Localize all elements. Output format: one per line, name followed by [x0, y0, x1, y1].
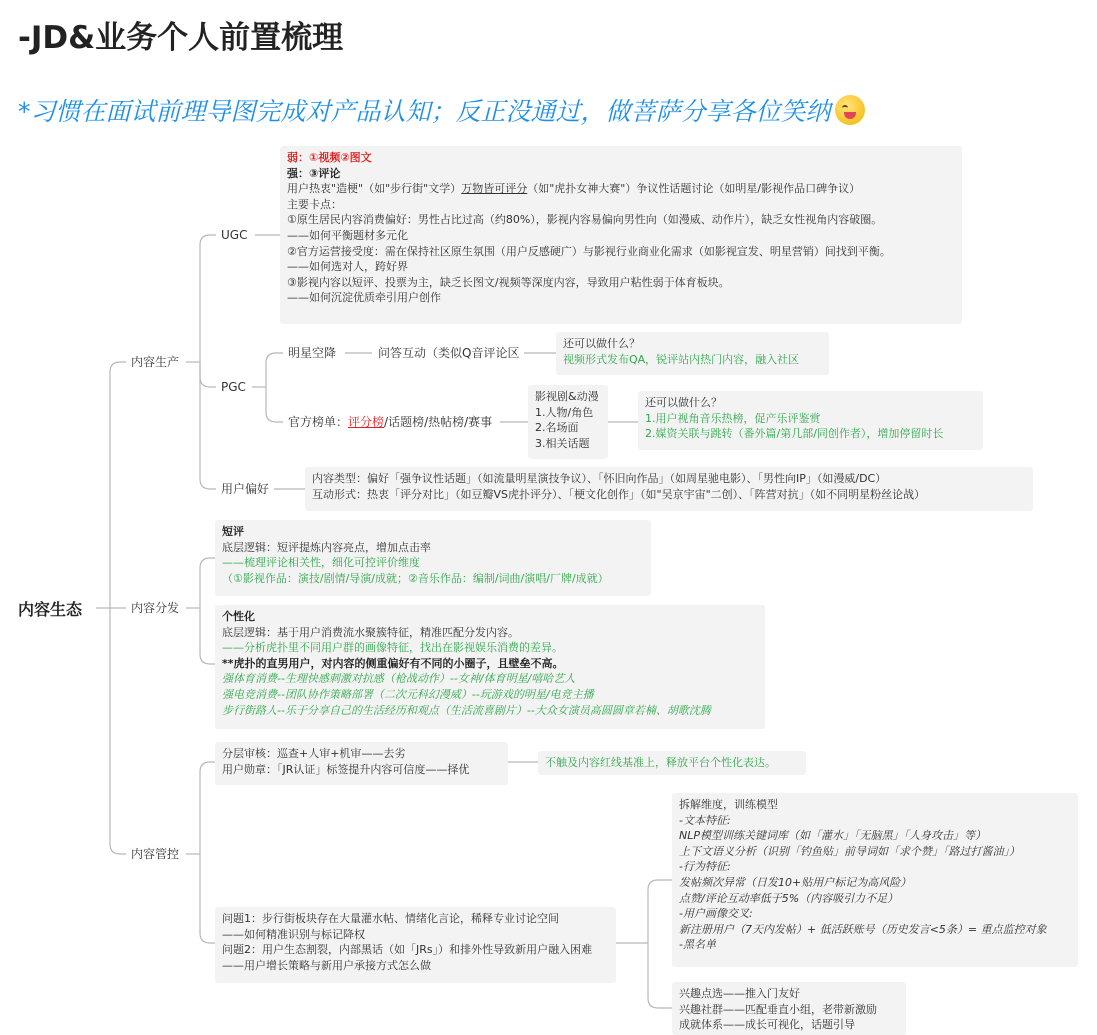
node-official-ranking: [288, 414, 492, 430]
ugc-line-7: ②官方运营接受度：需在保持社区原生氛围（用户反感硬广）与影视行业商业化需求（如影视宣发、明星营销）间找到平衡。: [287, 244, 891, 258]
ugc-line-6: ——如何平衡题材多元化: [287, 228, 408, 242]
ugc-line-8: ——如何选对人，跨好界: [287, 260, 408, 274]
growth-line-1: 兴趣点选——推入门友好: [679, 987, 800, 1000]
connector-distribution-short: [200, 558, 215, 608]
connector-problems-growth: [648, 943, 672, 1008]
growth-line-2: 兴趣社群——匹配垂直小组，老带新激励: [679, 1002, 877, 1016]
ranking-highlight: 评分榜: [348, 415, 385, 429]
problem-line-3: 问题2：用户生态割裂，内部黑话（如「JRs」）和排外性导致新用户融入困难: [222, 943, 593, 957]
connector-distribution-personal: [200, 608, 215, 664]
pgc-box2-line-3: 2.媒资关联与跳转（番外篇/第几部/同创作者），增加停留时长: [645, 427, 944, 441]
personal-line-1: 个性化: [222, 610, 255, 623]
node-star-space: 明星空降: [288, 346, 337, 360]
film-category-box: [528, 385, 608, 459]
subtitle-text: *习惯在面试前理导图完成对产品认知；反正没通过，做菩萨分享各位笑纳: [18, 97, 831, 126]
ugc-line-5: ①原生居民内容消费偏好：男性占比过高（约80%），影视内容易偏向男性向（如漫威、动作片），缺乏女性视角内容破圈。: [287, 213, 883, 227]
pgc-box2-line-2: 1.用户视角音乐热榜，促产乐评鉴赏: [645, 411, 821, 425]
pgc-idea-box-2: [638, 391, 983, 450]
connector-problems-model: [648, 880, 672, 943]
model-line-6: 发帖频次异常（日发10+贴用户标记为高风险）: [679, 875, 912, 889]
problem-line-1: 问题1：步行街板块存在大量灌水帖、情绪化言论，稀释专业讨论空间: [222, 912, 559, 925]
connector-control-audit: [200, 762, 215, 854]
ugc-line-10: ——如何沉淀优质牵引用户创作: [287, 291, 441, 305]
film-line-4: 3.相关话题: [535, 436, 590, 450]
short-line-1: 短评: [222, 525, 244, 538]
pref-line-2: 互动形式：热衷「评分对比」（如豆瓣VS虎扑评分）、「梗文化创作」（如"吴京宇宙"二创）、「阵营对抗」（如不同明星粉丝论战）: [312, 487, 926, 501]
ugc-line-9: ③影视内容以短评、投票为主，缺乏长图文/视频等深度内容，导致用户粘性弱于体育板块。: [287, 275, 730, 289]
personal-line-7: 步行街路人--乐于分享自己的生活经历和观点（生活流喜剧片）--大众女演员高圆圆章若楠、胡歌沈腾: [222, 703, 711, 717]
model-line-1: 拆解维度，训练模型: [679, 798, 778, 811]
model-line-3: NLP模型训练关键词库（如「灌水」「无脑黑」「人身攻击」等）: [679, 829, 986, 843]
ugc-line-4: 主要卡点：: [287, 197, 342, 211]
audit-line-2: 用户勋章：「JR认证」标签提升内容可信度——择优: [222, 762, 470, 776]
personal-line-6: 强电竞消费--团队协作策略部署（二次元科幻漫威）--玩游戏的明星/电竞主播: [222, 687, 594, 701]
model-line-7: 点赞/评论互动率低于5%（内容吸引力不足）: [679, 891, 899, 905]
film-line-3: 2.名场面: [535, 421, 579, 435]
pgc-box1-line-1: 还可以做什么？: [563, 337, 640, 350]
connector-pgc-ranking: [266, 387, 283, 422]
connector-production-pgc: [200, 362, 216, 387]
connector-production-ugc: [200, 235, 216, 362]
problem-line-2: ——如何精准识别与标记降权: [222, 927, 365, 941]
ugc-hot-c: （如"虎扑女神大赛"）争议性话题讨论（如明星/影视作品口碑争议）: [527, 182, 861, 196]
ugc-strong-line: 强：③评论: [287, 166, 341, 180]
model-line-5: -行为特征:: [679, 860, 731, 874]
short-line-3: ——梳理评论相关性，细化可控评价维度: [222, 556, 420, 570]
model-line-8: -用户画像交叉:: [679, 907, 753, 921]
model-line-2: -文本特征:: [679, 813, 731, 827]
short-line-2: 底层逻辑：短评提炼内容亮点，增加点击率: [222, 540, 431, 554]
branch-content-production: 内容生产: [131, 355, 180, 369]
model-line-9: 新注册用户（7天内发帖）+ 低活跃账号（历史发言<5条）= 重点监控对象: [679, 922, 1047, 936]
model-training-box: [672, 793, 1078, 967]
node-user-preference: 用户偏好: [221, 482, 270, 496]
connector-root-production: [110, 362, 126, 608]
film-line-1: 影视剧&动漫: [535, 390, 599, 403]
personal-line-2: 底层逻辑：基于用户消费流水聚簇特征，精准匹配分发内容。: [222, 625, 519, 639]
ranking-suffix: /话题榜/热帖榜/赛事: [384, 415, 493, 429]
personalization-box: [215, 605, 765, 729]
ugc-hot-line: [287, 181, 955, 197]
node-qa-interaction: 问答互动（类似Q音评论区: [378, 346, 520, 360]
model-line-4: 上下文语义分析（识别「钓鱼贴」前导词如「求个赞」「路过打酱油」）: [679, 844, 1020, 858]
node-ugc: UGC: [221, 228, 248, 242]
ugc-hot-a: 用户热衷"造梗"（如"步行街"文学）: [287, 182, 462, 196]
branch-content-control: 内容管控: [131, 847, 180, 861]
problem-line-4: ——用户增长策略与新用户承接方式怎么做: [222, 958, 431, 972]
redline-box: [538, 751, 806, 775]
connector-control-problems: [200, 854, 215, 943]
film-line-2: 1.人物/角色: [535, 405, 594, 419]
short-review-box: [215, 520, 651, 596]
growth-strategy-box: [672, 982, 906, 1035]
problems-box: [215, 907, 616, 983]
user-preference-box: [305, 467, 1033, 511]
audit-line-1: 分层审核：巡查+人审+机审——去劣: [222, 747, 406, 760]
pref-line-1: 内容类型：偏好「强争议性话题」（如流量明星演技争议）、「怀旧向作品」（如周星驰电影）、「男性向IP」（如漫威/DC）: [312, 472, 887, 485]
branch-content-distribution: 内容分发: [131, 601, 180, 615]
node-pgc: PGC: [221, 380, 246, 394]
audit-box: [215, 742, 508, 785]
root-node: 内容生态: [18, 600, 83, 619]
connector-production-pref: [200, 362, 216, 489]
ranking-prefix: 官方榜单：: [288, 415, 349, 429]
ugc-detail-box: [280, 146, 962, 324]
short-line-4: （①影视作品：演技/剧情/导演/成就；②音乐作品：编制/词曲/演唱/厂牌/成就）: [222, 571, 609, 585]
redline-text: 不触及内容红线基准上，释放平台个性化表达。: [545, 756, 776, 769]
pgc-box1-line-2: 视频形式发布QA，锐评站内热门内容，融入社区: [563, 352, 800, 366]
pgc-idea-box-1: [556, 332, 829, 375]
personal-line-4: **虎扑的直男用户，对内容的侧重偏好有不同的小圈子，且壁垒不高。: [222, 656, 564, 670]
connector-root-control: [110, 608, 126, 854]
pgc-box2-line-1: 还可以做什么？: [645, 396, 722, 409]
personal-line-5: 强体育消费--生理快感刺激对抗感（枪战动作）--女神/体育明星/嘻哈艺人: [222, 672, 576, 686]
personal-line-3: ——分析虎扑里不同用户群的画像特征，找出在影视娱乐消费的差异。: [222, 641, 563, 655]
growth-line-3: 成就体系——成长可视化，话题引导: [679, 1018, 855, 1032]
ugc-weak-line: 弱：①视频②图文: [287, 151, 372, 164]
model-line-10: -黑名单: [679, 938, 716, 952]
page-title: -JD&业务个人前置梳理: [18, 20, 344, 56]
connector-pgc-star: [266, 353, 283, 387]
ugc-hot-b: 万物皆可评分: [461, 182, 528, 196]
